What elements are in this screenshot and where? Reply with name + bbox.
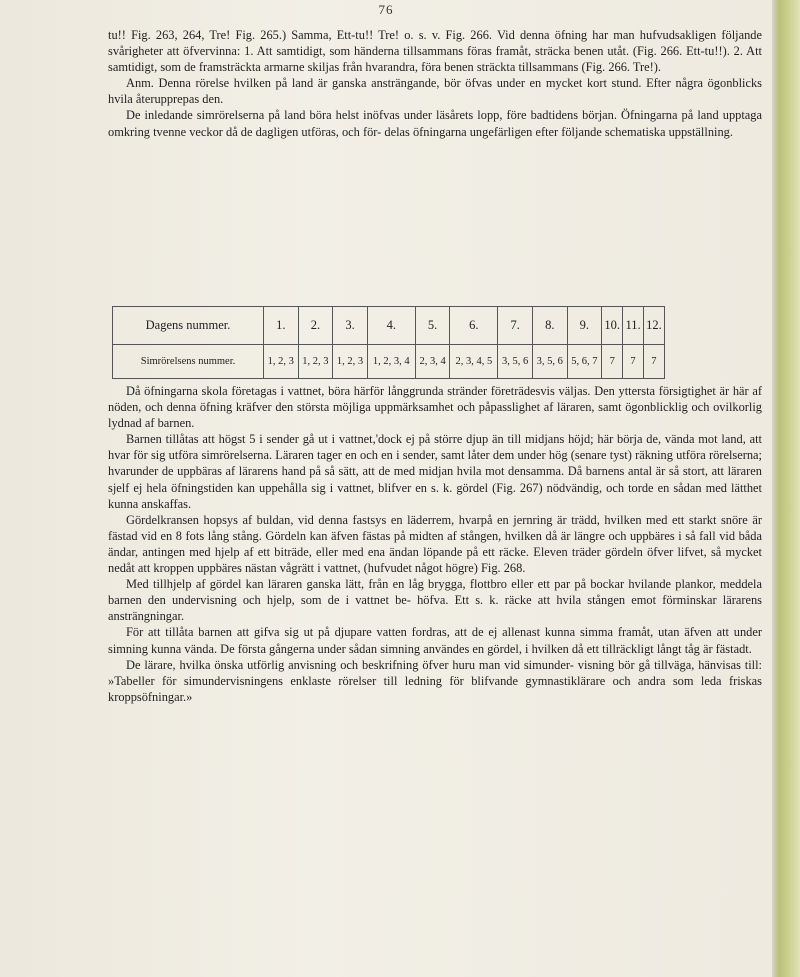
text-line: De lärare, hvilka önska utförlig anvisning och beskrifning öfver huru man vid simunder- [126,657,574,672]
movement-cell: 2, 3, 4 [415,345,450,379]
text-line: mycket kort stund. Efter några ögonblicks hvila återupprepas den. [108,76,762,107]
text-line: ledning för blifvande gymnastiklärare och andra som leda friskas kroppsöfningar.» [108,673,762,704]
movement-cell: 7 [623,345,644,379]
day-cell: 9. [567,307,602,345]
text-line: på bockar hvilande plankor, meddela barnen den undervisning och hjelp, som de i vattnet be- [108,577,763,608]
text-line: 266. Tre!). [608,60,661,75]
text-line: visning bör gå tillväga, hänvisas till: »Tabeller för simundervisningens enklaste rörelser till [108,657,762,688]
movement-cell: 7 [643,345,664,379]
day-cell: 4. [367,307,415,345]
text-line: tu!! Fig. 263, 264, Tre! Fig. 265.) Samma, Ett-tu!! Tre! o. s. v. Fig. 266. Vid denna [108,28,550,42]
text-line: gördeln öfver lifvet, så mycket nedåt att kroppen uppbäres nästan vågrätt i vattnet, (hufvudet [108,544,762,576]
text-line: Då öfningarna skola företagas i vattnet, böra härför långgrunda stränder företrädesvis [126,384,555,398]
row-label-movements: Simrörelsens nummer. [113,345,264,379]
day-cell: 5. [415,307,450,345]
text-line: De inledande simrörelserna på land böra helst inöfvas under läsårets lopp, före badtidens [126,108,579,123]
movement-cell: 3, 5, 6 [498,345,533,379]
text-line: s. k. gördel (Fig. 267) nödvändig, och torde en sådan med lätthet kunna anskaffas. [108,480,762,511]
text-line: simning användes en gördel, i hvilken då ett tillräckligt långt tåg är fästadt. [380,641,752,656]
paragraph [108,657,762,705]
text-line: antingen med hjelp af ett biträde, eller med ena ändan löpande på ett räcke. Eleven träder [142,544,601,559]
movement-cell: 7 [602,345,623,379]
text-line: något högre) Fig. 268. [414,561,526,576]
text-line: början. Öfningarna på land upptaga omkring tvenne veckor då de dagligen utföras, och för- [108,108,762,139]
day-cell: 6. [450,307,498,345]
text-line: höjd; här börja de, vända mot land, att hvar för sig utföra simrörelserna. Läraren tager en [108,432,762,463]
text-line: Barnen tillåtas att högst 5 i sender gå ut i vattnet,'dock ej på större djup än till midjans [126,432,565,447]
text-line: antal är så stort, att läraren sjelf ej hela öfningstiden kan uppehålla sig i vattnet, blifver en [108,464,762,495]
text-line: händerna tillsammans föras framåt, sträcka benen utåt. (Fig. 266. Ett-tu!!). 2. Att samtidigt, [108,44,762,75]
text-line: Gördelkransen hopsys af buldan, vid denna fastsys en läderrem, hvarpå en jernring är [126,512,567,527]
paragraph [108,75,762,107]
movement-cell: 3, 5, 6 [532,345,567,379]
paragraph [108,431,762,511]
text-line: möjliga uppmärksamhet och påpasslighet af läraren, samt ögonblicklig och ovilkorlig lydnad [108,400,762,431]
movement-cell: 1, 2, 3 [298,345,333,379]
day-cell: 7. [498,307,533,345]
movement-cell: 2, 3, 4, 5 [450,345,498,379]
row-label-days: Dagens nummer. [113,307,264,345]
text-line: de uppbäras af lärarens hand på så sätt, att de med midjan hvila mot densamma. Då barnens [161,464,625,479]
text-line: öfning har man hufvudsakligen följande svårigheter att öfvervinna: 1. Att samtidigt, som [108,28,762,59]
day-cell: 1. [264,307,299,345]
table-row-movements [113,345,665,379]
text-block-bottom [108,383,762,705]
paragraph [108,107,762,139]
movement-cell: 1, 2, 3 [333,345,368,379]
text-line: väljas. Den yttersta försigtighet är här af nöden, och denna öfning kräfver den största [108,384,762,415]
text-line: delas öfningarna ungefärligen efter följande schematiska uppställning. [384,124,733,139]
day-cell: 12. [643,307,664,345]
movement-cell: 5, 6, 7 [567,345,602,379]
page-edge [772,0,800,977]
text-line: höfva. Ett s. k. räcke att hvila stången emot förminskar lärarens ansträngningar. [108,593,762,624]
text-line: af barnen. [144,416,195,431]
day-cell: 2. [298,307,333,345]
text-line: som de framsträckta armarne skiljas från hvarandra, föra benen sträckta tillsammans (Fig. [160,60,606,75]
day-cell: 10. [602,307,623,345]
movement-cell: 1, 2, 3, 4 [367,345,415,379]
text-line: fästas på midten af stången, hvilken då är längre och uppbäres i så fall vid båda ändar, [108,528,762,559]
page-number: 76 [378,2,394,17]
text-block-top [108,27,762,140]
text-line: och en i sender, samt låter dem under hög (senare tyst) räkning utföra rörelserna; hvarunder [108,448,762,479]
text-line: trädd, hvilken med ett starkt snöre är fästad vid en 8 fots lång stång. Gördeln kan äfven [108,512,762,543]
text-line: simma framåt, utan äfven att under simning kunna vända. De första gångerna under sådan [108,625,762,656]
schedule-table [112,306,665,379]
text-line: Med tillhjelp af gördel kan läraren ganska lätt, från en låg brygga, flottbro eller ett par [126,577,571,592]
day-cell: 3. [333,307,368,345]
text-line: Anm. Denna rörelse hvilken på land är ganska ansträngande, bör öfvas under en [126,76,542,91]
paragraph [108,624,762,656]
paragraph [108,383,762,431]
paragraph [108,27,762,75]
movement-cell: 1, 2, 3 [264,345,299,379]
paragraph [108,512,762,576]
table-row-days [113,307,665,345]
day-cell: 11. [623,307,644,345]
day-cell: 8. [532,307,567,345]
paragraph [108,576,762,624]
text-line: För att tillåta barnen att gifva sig ut på djupare vatten fordras, att de ej allenast kunna [126,625,576,640]
